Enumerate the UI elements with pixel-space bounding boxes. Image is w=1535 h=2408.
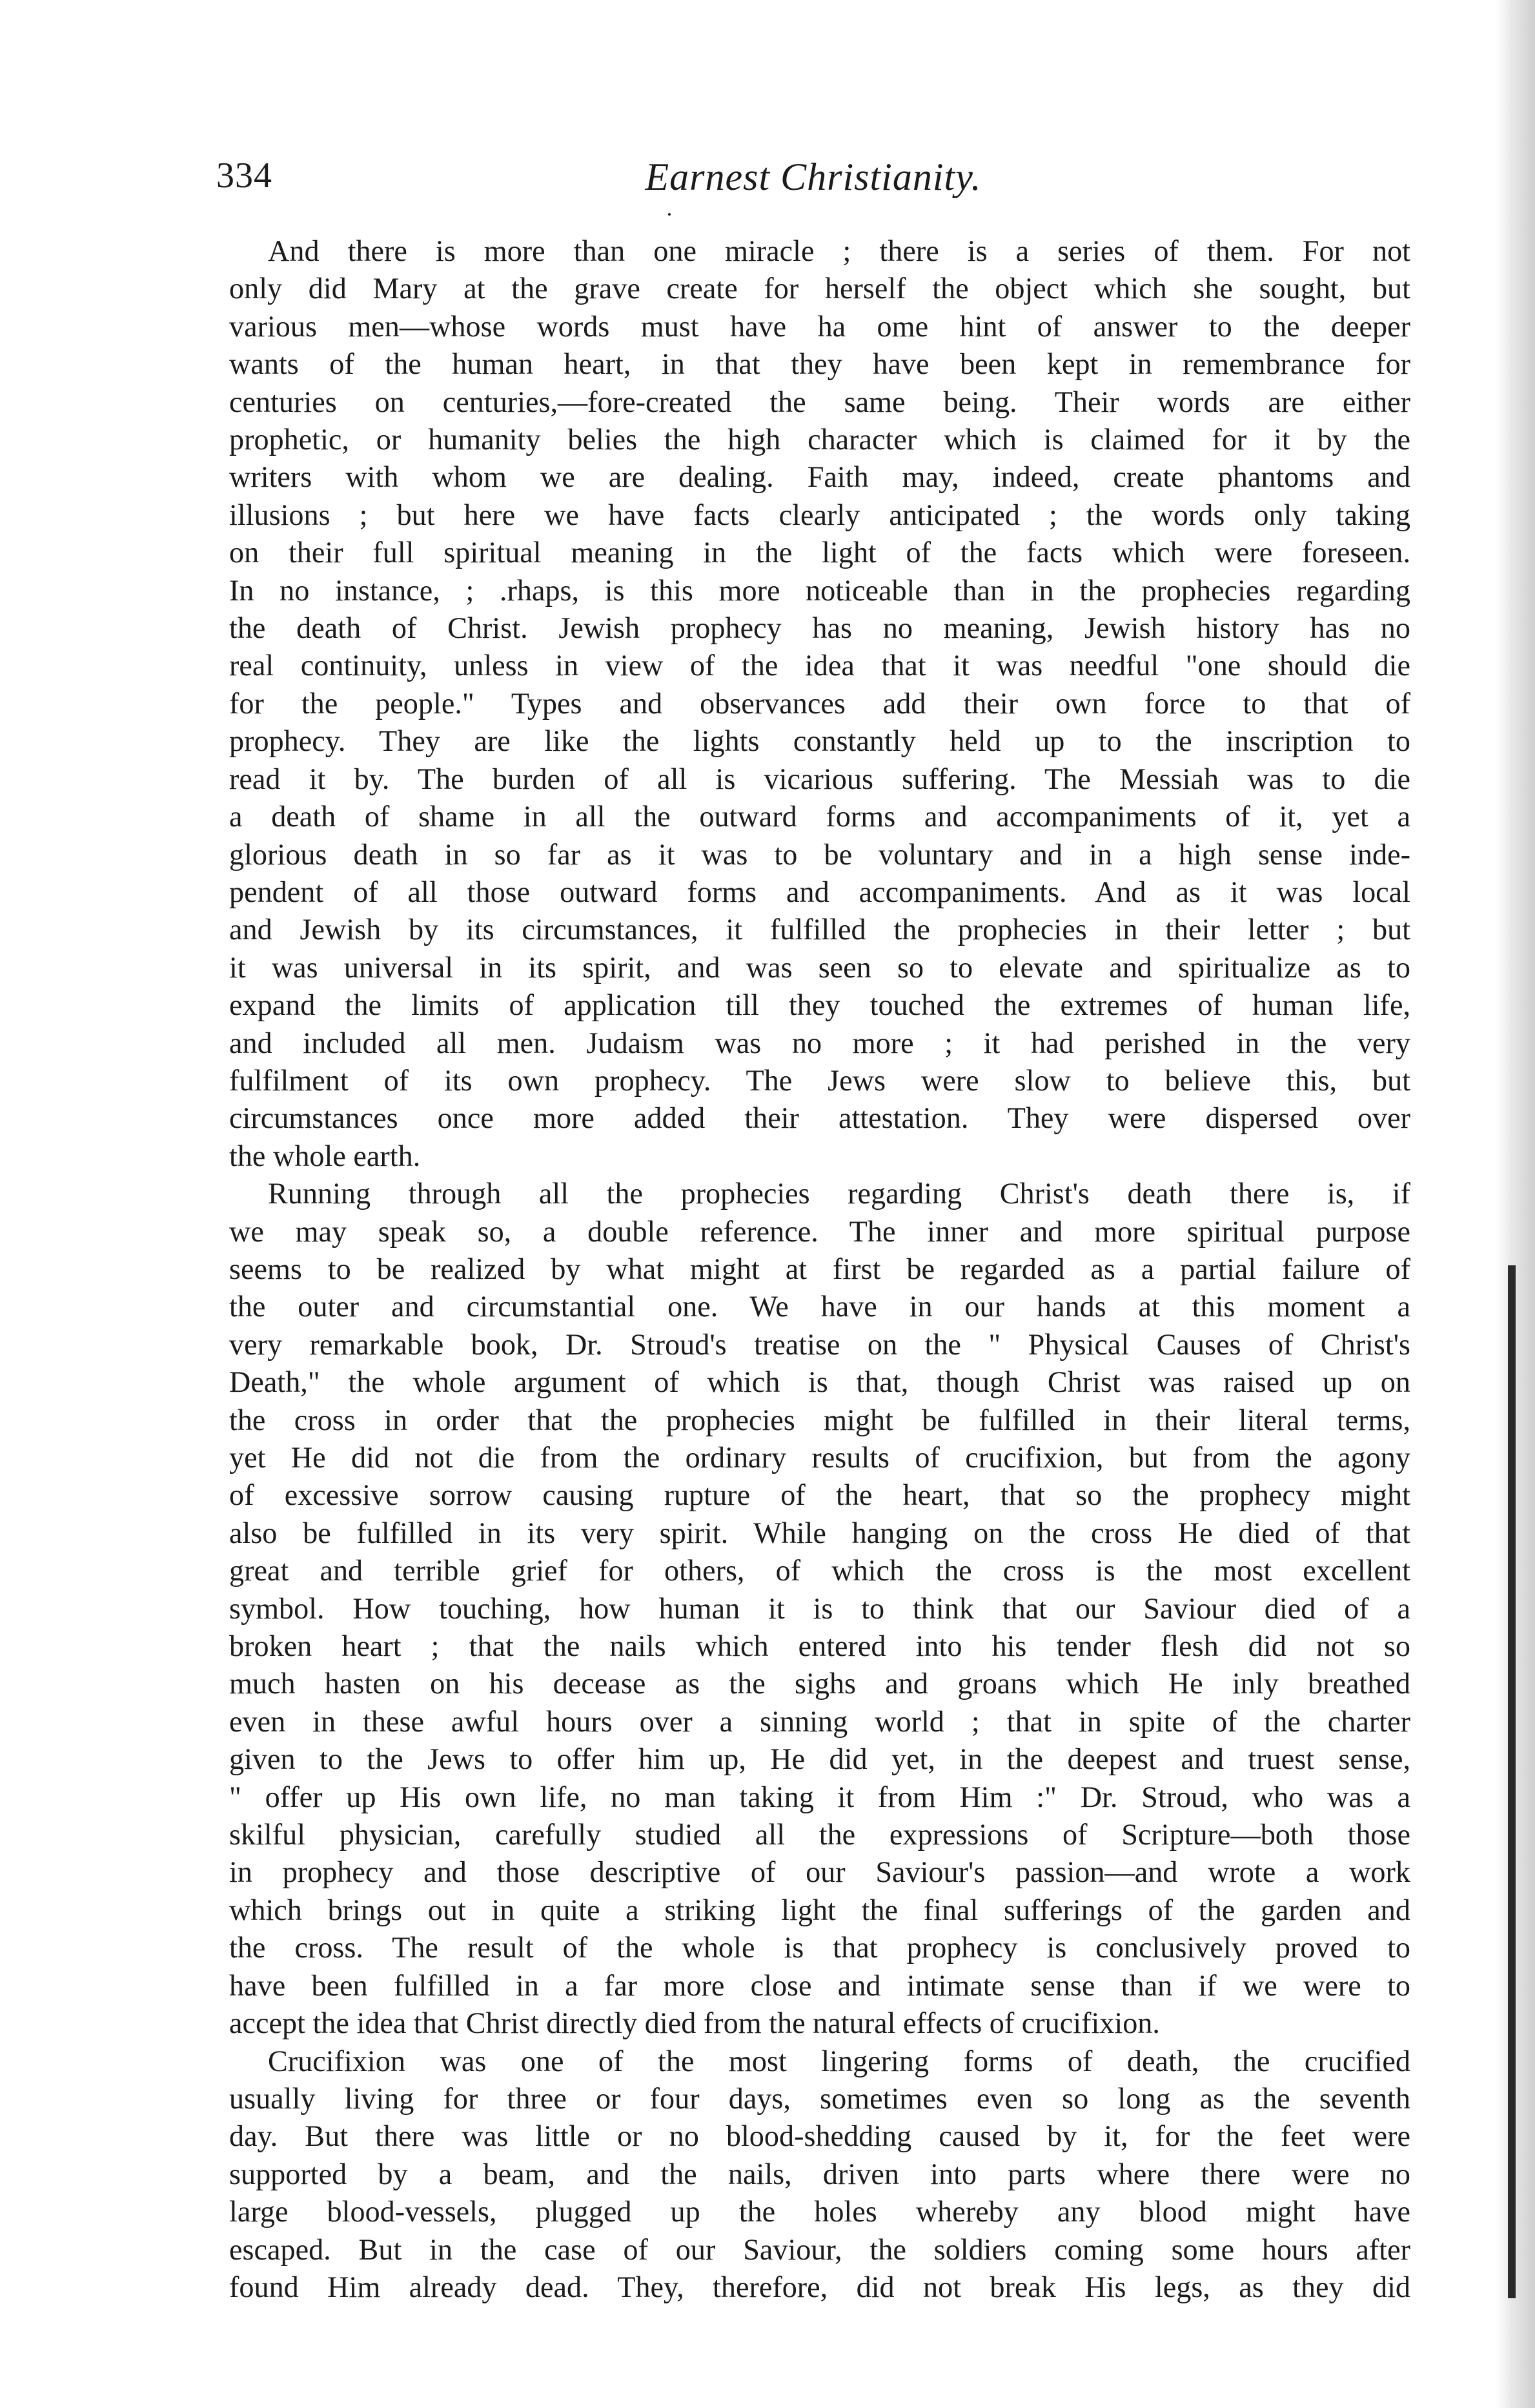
text-line: the outer and circumstantial one. We have in our hands at this moment a [229,1290,1410,1323]
text-line: found Him already dead. They, therefore, did not break His legs, as they did [229,2270,1410,2303]
text-line: have been fulfilled in a far more close and intimate sense than if we were to [229,1968,1410,2002]
scan-edge-shadow [1496,0,1535,2408]
running-title: Earnest Christianity. [645,156,982,198]
text-line: seems to be realized by what might at first be regarded as a partial failure of [229,1252,1410,1285]
scan-margin-mark [1508,1265,1516,2298]
text-line: a death of shame in all the outward forms and accompaniments of it, yet a [229,800,1410,833]
text-line: expand the limits of application till they touched the extremes of human life, [229,988,1410,1022]
text-line: we may speak so, a double reference. The inner and more spiritual purpose [229,1214,1410,1248]
text-line: " offer up His own life, no man taking it from Him :" Dr. Stroud, who was a [229,1780,1410,1813]
text-line: broken heart ; that the nails which entered into his tender flesh did not so [229,1629,1410,1663]
text-line: skilful physician, carefully studied all the expressions of Scripture—both those [229,1818,1410,1852]
text-line: very remarkable book, Dr. Stroud's treatise on the " Physical Causes of Christ's [229,1327,1410,1361]
text-line: the death of Christ. Jewish prophecy has no meaning, Jewish history has no [229,611,1410,645]
body-text [229,232,1410,2306]
text-line: symbol. How touching, how human it is to think that our Saviour died of a [229,1591,1410,1625]
text-line: for the people." Types and observances add their own force to that of [229,686,1410,720]
text-line: illusions ; but here we have facts clearly anticipated ; the words only taking [229,498,1410,531]
text-line: And there is more than one miracle ; there is a series of them. For not [268,234,1410,267]
text-line: Death," the whole argument of which is that, though Christ was raised up on [229,1365,1410,1399]
text-line: yet He did not die from the ordinary results of crucifixion, but from the agony [229,1441,1410,1474]
header-dot-mark [668,213,671,216]
text-line: read it by. The burden of all is vicarious suffering. The Messiah was to die [229,762,1410,795]
text-line: in prophecy and those descriptive of our Saviour's passion—and wrote a work [229,1855,1410,1889]
text-line: various men—whose words must have ha ome hint of answer to the deeper [229,309,1410,343]
text-line: pendent of all those outward forms and accompaniments. And as it was local [229,875,1410,908]
text-line: the cross. The result of the whole is that prophecy is conclusively proved to [229,1931,1410,1964]
text-line: it was universal in its spirit, and was seen so to elevate and spiritualize as to [229,950,1410,984]
text-line: the whole earth. [229,1139,421,1172]
text-line: usually living for three or four days, sometimes even so long as the seventh [229,2081,1410,2115]
text-line: fulfilment of its own prophecy. The Jews were slow to believe this, but [229,1063,1410,1097]
paragraph [229,232,1410,1175]
text-line: day. But there was little or no blood-shedding caused by it, for the feet were [229,2119,1410,2153]
page-header [216,155,1410,207]
text-line: centuries on centuries,—fore-created the same being. Their words are either [229,385,1410,418]
text-line: large blood-vessels, plugged up the holes whereby any blood might have [229,2195,1410,2229]
paragraph [229,1175,1410,2042]
text-line: given to the Jews to offer him up, He did yet, in the deepest and truest sense, [229,1742,1410,1776]
text-line: prophecy. They are like the lights constantly held up to the inscription to [229,724,1410,758]
text-line: on their full spiritual meaning in the light of the facts which were foreseen. [229,536,1410,569]
text-line: and included all men. Judaism was no more ; it had perished in the very [229,1026,1410,1059]
text-line: of excessive sorrow causing rupture of the heart, that so the prophecy might [229,1478,1410,1512]
text-line: which brings out in quite a striking light the final sufferings of the garden and [229,1893,1410,1926]
text-line: Crucifixion was one of the most lingering forms of death, the crucified [268,2044,1410,2077]
text-line: circumstances once more added their attestation. They were dispersed over [229,1101,1410,1135]
text-line: the cross in order that the prophecies might be fulfilled in their literal terms, [229,1403,1410,1436]
text-line: wants of the human heart, in that they have been kept in remembrance for [229,347,1410,381]
text-line: writers with whom we are dealing. Faith may, indeed, create phantoms and [229,460,1410,494]
text-line: even in these awful hours over a sinning world ; that in spite of the charter [229,1704,1410,1738]
text-line: In no instance, ; .rhaps, is this more noticeable than in the prophecies regarding [229,573,1410,607]
text-line: also be fulfilled in its very spirit. While hanging on the cross He died of that [229,1516,1410,1549]
page-number: 334 [216,156,272,196]
text-line: accept the idea that Christ directly died from the natural effects of crucifixion. [229,2006,1160,2040]
text-line: Running through all the prophecies regarding Christ's death there is, if [268,1177,1410,1210]
text-line: only did Mary at the grave create for herself the object which she sought, but [229,272,1410,305]
text-line: and Jewish by its circumstances, it fulfilled the prophecies in their letter ; but [229,913,1410,946]
text-line: real continuity, unless in view of the idea that it was needful "one should die [229,649,1410,682]
text-line: prophetic, or humanity belies the high character which is claimed for it by the [229,423,1410,456]
paragraph [229,2043,1410,2307]
text-line: much hasten on his decease as the sighs and groans which He inly breathed [229,1667,1410,1700]
text-line: supported by a beam, and the nails, driven into parts where there were no [229,2157,1410,2190]
text-line: great and terrible grief for others, of which the cross is the most excellent [229,1554,1410,1587]
text-line: glorious death in so far as it was to be voluntary and in a high sense inde- [229,837,1410,871]
text-line: escaped. But in the case of our Saviour, the soldiers coming some hours after [229,2232,1410,2266]
